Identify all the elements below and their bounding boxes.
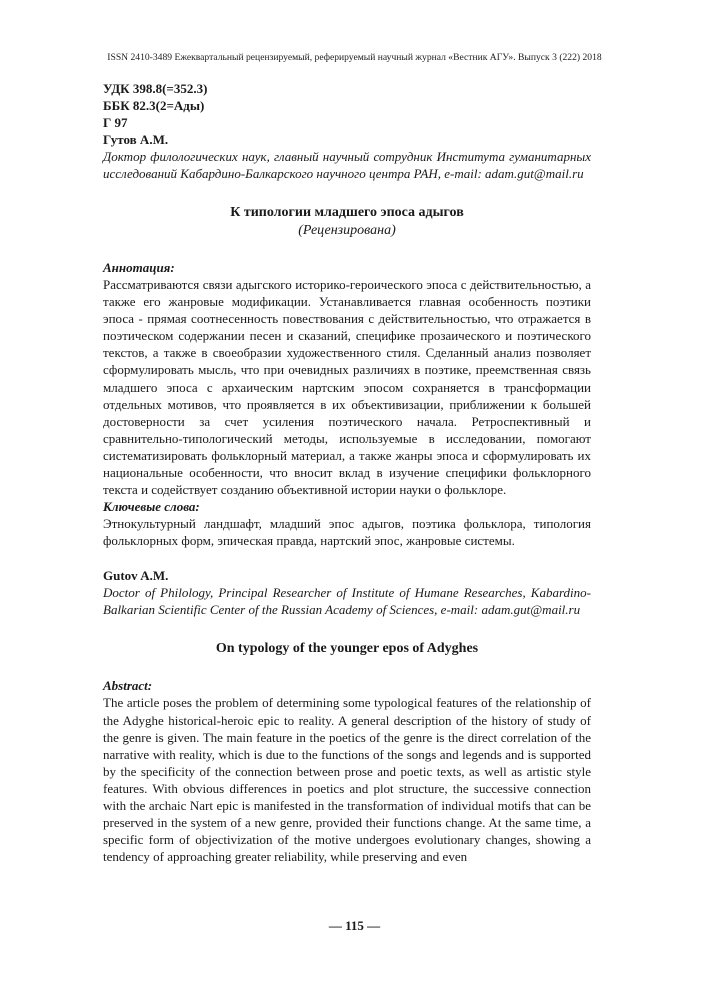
affiliation-ru: Доктор филологических наук, главный научный сотрудник Института гуманитарных исследований Кабардино-Балкарского научного центра РАН, e-mail: adam.gut@mail.ru: [103, 149, 591, 181]
abstract-en: The article poses the problem of determining some typological features of the relationship of the Adyghe historical-heroic epic to reality. A general description of the history of study of the genre is given. The main feature in the poetics of the genre is the direct correlation of the narrative with reality, which is due to the functions of the songs and legends and is supported by the specificity of the connection between prose and poetic texts, as well as artistic style features. With obvious differences in poetics and plot structure, the successive connection with the archaic Nart epic is manifested in the transformation of individual motifs that can be preserved in the system of a new genre, provided their functions change. At the same time, a specific form of objectivization of the motive undergoes evolutionary changes, showing a tendency of approaching greater reliability, while preserving and even: [103, 695, 591, 865]
affiliation-en: Doctor of Philology, Principal Researcher of Institute of Humane Researches, Kabardino-Balkarian Scientific Center of the Russian Academy of Sciences, e-mail: adam.gut@mail.ru: [103, 585, 591, 618]
title-ru: К типологии младшего эпоса адыгов: [230, 205, 464, 220]
running-header: ISSN 2410-3489 Ежеквартальный рецензируемый, реферируемый научный журнал «Вестник АГУ». Выпуск 3 (222) 2018: [107, 52, 602, 63]
article-body: [103, 80, 591, 865]
abstract-ru: Рассматриваются связи адыгского историко-героического эпоса с действительностью, а также его жанровые модификации. Устанавливается главная особенность поэтики эпоса - прямая соотнесенность повествования с действительностью, что отражается в поэтическом содержании песен и сказаний, специфике прозаического и поэтического текстов, а также в своеобразии художественного стиля. Сделанный анализ позволяет сформулировать мысль, что при очевидных различиях в поэтике, преемственная связь младшего эпоса с архаическим нартским эпосом сохраняется в трансформации отдельных мотивов, что проявляется в их объективизации, приближении к большей достоверности за счет усиления поэтического начала. Ретроспективный и сравнительно-типологический методы, используемые в исследовании, помогают систематизировать фольклорный материал, а также жанры эпоса и сформулировать их национальные особенности, что вносит вклад в изучение специфики фольклорного текста и содействует созданию объективной истории науки о фольклоре.: [103, 277, 591, 498]
abstract-label-ru: Аннотация:: [103, 260, 175, 275]
g-code: Г 97: [103, 115, 128, 130]
title-en: On typology of the younger epos of Adyghes: [215, 641, 479, 657]
keywords-label-ru: Ключевые слова:: [103, 499, 200, 515]
abstract-label-en: Abstract:: [103, 678, 153, 694]
bbk-code: ББК 82.3(2=Ады): [103, 98, 205, 113]
affiliation-ru-wrap: [0, 148, 591, 182]
udk-code: УДК 398.8(=352.3): [103, 81, 208, 96]
page-number: — 115 —: [328, 918, 381, 933]
keywords-ru: Этнокультурный ландшафт, младший эпос адыгов, поэтика фольклора, типология фольклорных форм, эпическая правда, нартский эпос, жанровые системы.: [103, 516, 591, 549]
author-ru: Гутов А.М.: [103, 132, 169, 147]
author-en: Gutov A.M.: [103, 568, 169, 584]
review-status: (Рецензирована): [298, 223, 396, 238]
